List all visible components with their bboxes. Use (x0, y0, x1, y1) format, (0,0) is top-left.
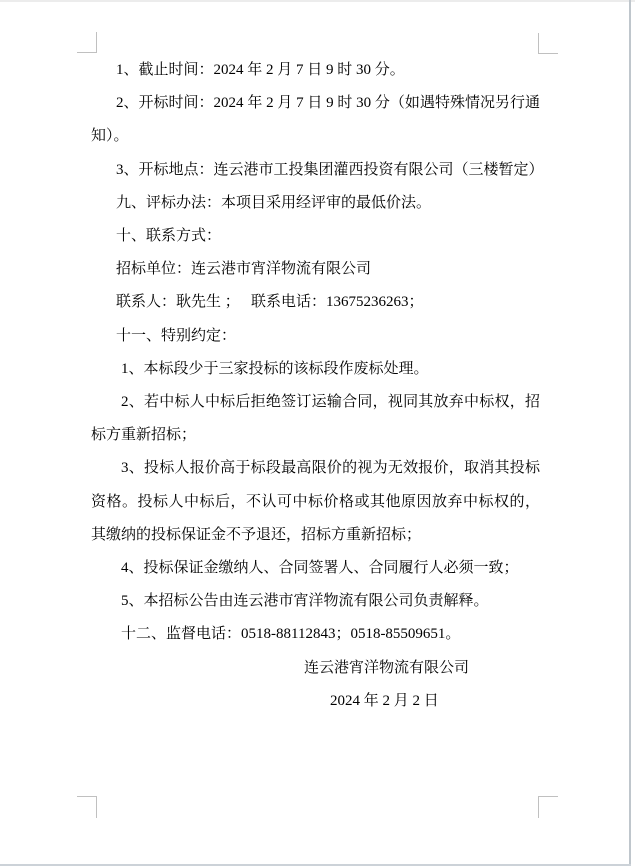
document-paragraph: 3、开标地点：连云港市工投集团灌西投资有限公司（三楼暂定） (116, 161, 544, 178)
page-edge-top (0, 0, 635, 2)
crop-mark-bottom-left (77, 796, 97, 818)
document-paragraph: 十、联系方式： (116, 228, 222, 245)
crop-mark-top-right (538, 33, 558, 54)
crop-mark-bottom-right (538, 796, 558, 818)
document-paragraph: 招标单位：连云港市宵洋物流有限公司 (116, 261, 372, 278)
document-paragraph: 3、投标人报价高于标段最高限价的视为无效报价，取消其投标资格。投标人中标后，不认可中标价格或其他原因放弃中标权的，其缴纳的投标保证金不予退还，招标方重新招标； (91, 460, 540, 543)
page-edge-bottom (0, 864, 631, 866)
document-paragraph: 5、本招标公告由连云港市宵洋物流有限公司负责解释。 (121, 593, 489, 610)
document-paragraph: 十二、监督电话：0518-88112843；0518-85509651。 (121, 626, 461, 643)
document-paragraph: 2024 年 2 月 2 日 (330, 692, 439, 709)
document-paragraph: 连云港宵洋物流有限公司 (304, 659, 470, 676)
document-paragraph: 十一、特别约定： (116, 327, 237, 344)
crop-mark-top-left (77, 32, 97, 53)
document-paragraph: 1、本标段少于三家投标的该标段作废标处理。 (121, 360, 429, 377)
document-paragraph: 2、开标时间：2024 年 2 月 7 日 9 时 30 分（如遇特殊情况另行通知）。 (91, 95, 540, 145)
document-paragraph: 4、投标保证金缴纳人、合同签署人、合同履行人必须一致； (121, 560, 519, 577)
document-paragraph: 1、截止时间：2024 年 2 月 7 日 9 时 30 分。 (116, 62, 405, 78)
document-body (91, 54, 544, 718)
document-paragraph: 九、评标办法：本项目采用经评审的最低价法。 (116, 194, 432, 211)
page-edge-right (629, 0, 631, 866)
document-paragraph: 联系人：耿先生 ； 联系电话：13675236263； (116, 294, 424, 311)
document-paragraph: 2、若中标人中标后拒绝签订运输合同，视同其放弃中标权，招标方重新招标； (91, 394, 540, 444)
